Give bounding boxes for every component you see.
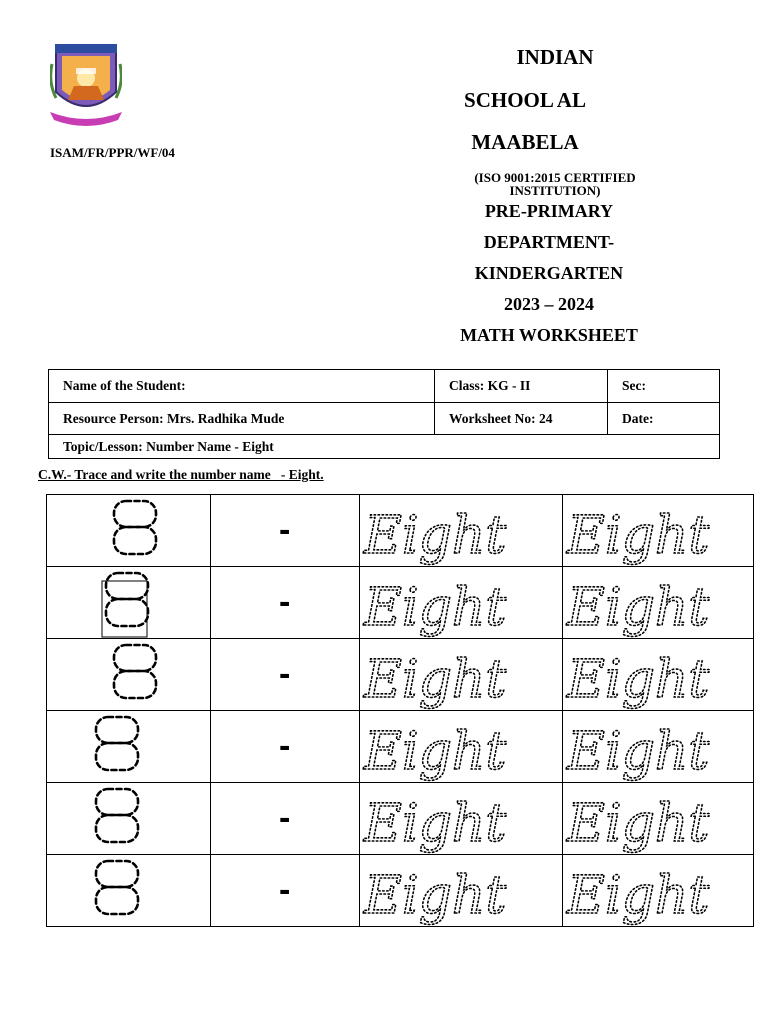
dotted-numeral-cell[interactable] <box>47 567 211 639</box>
traced-word: Eight <box>567 578 710 638</box>
dotted-cursive-word <box>360 639 563 710</box>
dotted-eight-numeral <box>47 495 210 566</box>
dash-symbol: - <box>278 655 291 693</box>
traced-word: Eight <box>567 506 710 566</box>
trace-word-cell[interactable] <box>359 855 563 927</box>
trace-word-cell[interactable] <box>359 567 563 639</box>
header-line-department-3: KINDERGARTEN <box>474 263 624 283</box>
topic-cell <box>49 435 720 459</box>
trace-word-cell[interactable] <box>359 783 563 855</box>
traced-word: Eight <box>363 722 506 782</box>
dash-cell <box>210 639 359 711</box>
write-word-cell[interactable] <box>563 711 754 783</box>
dotted-cursive-word <box>360 783 563 854</box>
trace-word-cell[interactable] <box>359 495 563 567</box>
resource-person-label: Resource Person: Mrs. Radhika Mude <box>63 410 285 426</box>
trace-row <box>47 855 754 927</box>
date-cell[interactable] <box>608 403 720 435</box>
dotted-numeral-cell[interactable] <box>47 495 211 567</box>
traced-word: Eight <box>363 794 506 854</box>
traced-word: Eight <box>363 650 506 710</box>
write-word-cell[interactable] <box>563 567 754 639</box>
write-word-cell[interactable] <box>563 495 754 567</box>
school-logo <box>50 42 122 126</box>
header-line-department-2: DEPARTMENT- <box>483 232 615 252</box>
traced-word: Eight <box>363 578 506 638</box>
dotted-eight-numeral <box>47 567 210 638</box>
header-line-iso-1: (ISO 9001:2015 CERTIFIED <box>474 170 636 185</box>
dash-symbol: - <box>278 583 291 621</box>
trace-word-cell[interactable] <box>359 639 563 711</box>
topic-label: Topic/Lesson: Number Name - Eight <box>63 438 274 454</box>
worksheet-number-cell <box>435 403 608 435</box>
dotted-cursive-word <box>360 855 563 926</box>
dotted-cursive-word <box>563 495 753 566</box>
header-line-school-1: INDIAN <box>516 45 594 69</box>
trace-row <box>47 711 754 783</box>
class-label: Class: KG - II <box>449 378 531 393</box>
dotted-cursive-word <box>563 711 753 782</box>
trace-row <box>47 567 754 639</box>
tracing-table <box>46 494 754 927</box>
write-word-cell[interactable] <box>563 783 754 855</box>
classwork-instruction: C.W.- Trace and write the number name _- Eight. <box>38 467 324 482</box>
dotted-eight-numeral <box>47 855 210 926</box>
dotted-numeral-cell[interactable] <box>47 855 211 927</box>
dotted-eight-numeral <box>47 639 210 710</box>
dash-cell <box>210 711 359 783</box>
traced-word: Eight <box>567 722 710 782</box>
dash-symbol: - <box>278 511 291 549</box>
dash-cell <box>210 495 359 567</box>
dash-cell <box>210 855 359 927</box>
dotted-cursive-word <box>563 639 753 710</box>
header-line-school-3: MAABELA <box>471 130 579 154</box>
dotted-cursive-word <box>360 711 563 782</box>
dotted-cursive-word <box>360 495 563 566</box>
dotted-numeral-cell[interactable] <box>47 639 211 711</box>
dash-cell <box>210 567 359 639</box>
dotted-cursive-word <box>360 567 563 638</box>
worksheet-title: MATH WORKSHEET <box>460 325 638 345</box>
form-code: ISAM/FR/PPR/WF/04 <box>50 145 175 160</box>
traced-word: Eight <box>363 506 506 566</box>
dotted-numeral-cell[interactable] <box>47 783 211 855</box>
section-label: Sec: <box>622 378 646 393</box>
traced-word: Eight <box>363 866 506 926</box>
traced-word: Eight <box>567 650 710 710</box>
dotted-cursive-word <box>563 783 753 854</box>
traced-word: Eight <box>567 794 710 854</box>
dash-cell <box>210 783 359 855</box>
header-line-department-1: PRE-PRIMARY <box>484 201 614 221</box>
trace-row <box>47 783 754 855</box>
class-cell <box>435 370 608 403</box>
dotted-numeral-cell[interactable] <box>47 711 211 783</box>
traced-word: Eight <box>567 866 710 926</box>
student-name-label: Name of the Student: <box>63 378 186 393</box>
header-line-iso-2: INSTITUTION) <box>509 183 601 198</box>
dash-symbol: - <box>278 799 291 837</box>
section-cell[interactable] <box>608 370 720 403</box>
academic-year: 2023 – 2024 <box>504 294 594 314</box>
write-word-cell[interactable] <box>563 855 754 927</box>
trace-word-cell[interactable] <box>359 711 563 783</box>
dotted-cursive-word <box>563 855 753 926</box>
worksheet-number-label: Worksheet No: 24 <box>449 410 553 426</box>
header-line-school-2: SCHOOL AL <box>464 88 586 112</box>
student-name-cell[interactable] <box>49 370 435 403</box>
dash-symbol: - <box>278 871 291 909</box>
date-label: Date: <box>622 410 654 426</box>
trace-row <box>47 495 754 567</box>
dash-symbol: - <box>278 727 291 765</box>
dotted-eight-numeral <box>47 711 210 782</box>
student-info-table <box>48 369 720 459</box>
trace-row <box>47 639 754 711</box>
write-word-cell[interactable] <box>563 639 754 711</box>
resource-person-cell <box>49 403 435 435</box>
dotted-cursive-word <box>563 567 753 638</box>
dotted-eight-numeral <box>47 783 210 854</box>
